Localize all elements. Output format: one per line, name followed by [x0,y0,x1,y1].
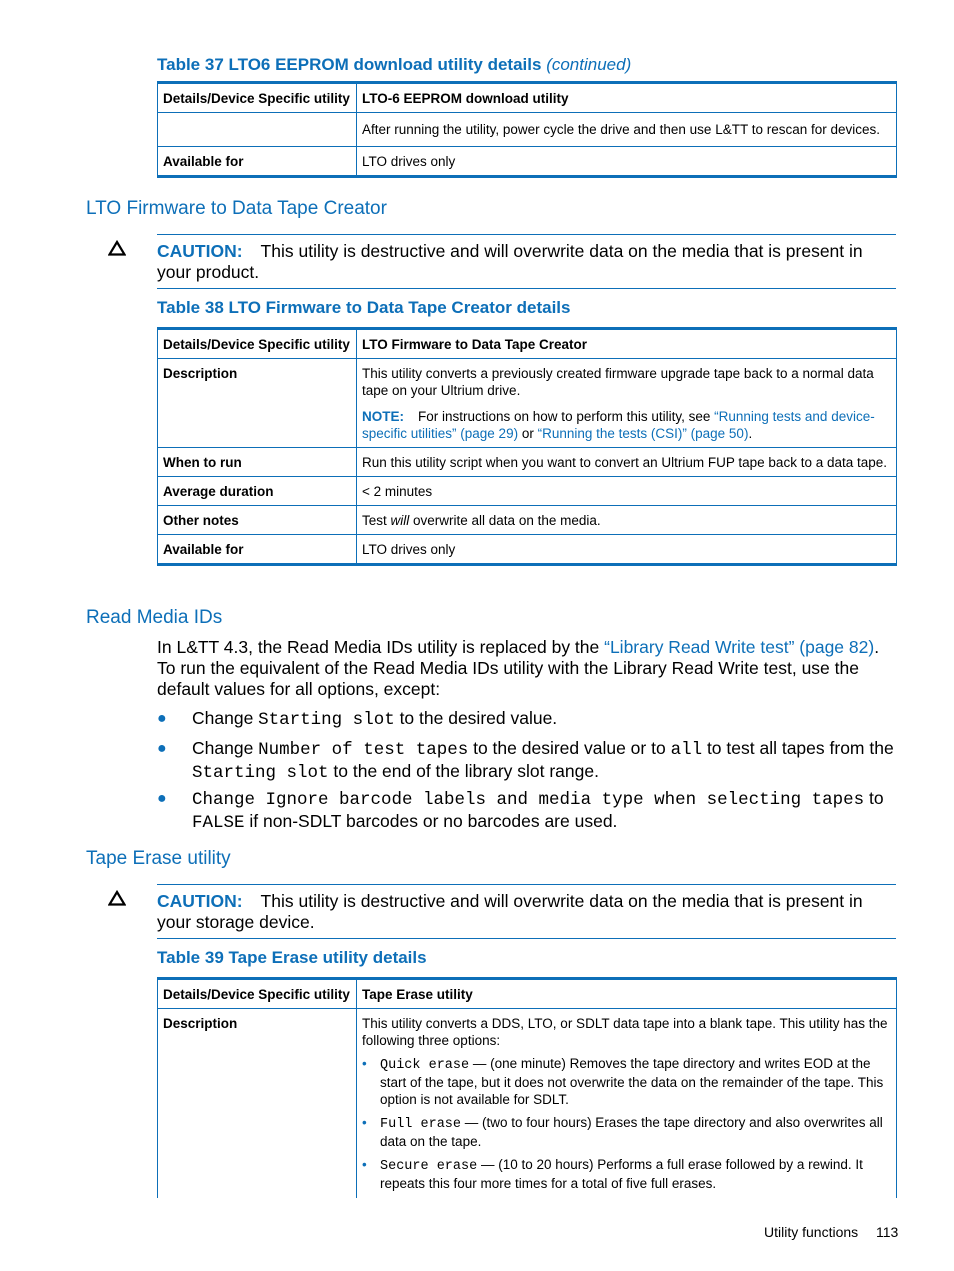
bullet-text: to the desired value. [394,708,558,728]
table39-caption: Table 39 Tape Erase utility details [157,948,427,967]
section-heading-tape-erase: Tape Erase utility [86,848,231,869]
bullet-text: to [864,788,884,808]
code-text: Change Ignore barcode labels and media type when selecting tapes [192,790,865,810]
table-header-row [158,83,897,113]
header-cell: Tape Erase utility [357,979,897,1009]
table-row [158,147,897,177]
paragraph-text: . To run the equivalent of the Read Media IDs utility with the Library Read Write test, use the default values for all options, except: [157,637,880,699]
bullet-text: Change [192,708,259,728]
page-number: 113 [876,1224,899,1240]
bullet-dot-icon: ● [157,710,167,727]
link-running-tests[interactable]: “Running tests and device-specific utilities” (page 29) [362,409,875,441]
code-text: FALSE [192,813,245,833]
header-cell: Details/Device Specific utility [158,329,357,359]
table-row [158,477,897,506]
table-cell: LTO drives only [357,147,897,177]
bullet-text: — (two to four hours) Erases the tape directory and also overwrites all data on the tape. [380,1115,883,1149]
table-cell: Run this utility script when you want to convert an Ultrium FUP tape back to a data tape. [357,448,897,477]
bullet-text: — (10 to 20 hours) Performs a full erase followed by a rewind. It repeats this four more times for a total of five full erases. [380,1157,863,1191]
table-header-row [158,979,897,1009]
note-label: NOTE: [362,409,404,424]
table-cell [357,359,897,448]
section-heading-read-media-ids: Read Media IDs [86,607,223,628]
table37-caption [157,55,631,75]
table-cell: Average duration [158,477,357,506]
bullet-dot-icon: • [362,1115,367,1130]
table37-caption-continued: (continued) [546,55,632,74]
bullet-text: to the end of the library slot range. [328,761,599,781]
header-cell: Details/Device Specific utility [158,83,357,113]
note [362,408,891,442]
other-notes-text: Test [362,513,391,528]
code-text: all [670,740,703,760]
table-row [158,113,897,147]
table-row [158,448,897,477]
table-cell: LTO drives only [357,535,897,565]
paragraph-text: In L&TT 4.3, the Read Media IDs utility is replaced by the [157,637,605,657]
table37-caption-main: Table 37 LTO6 EEPROM download utility details [157,55,542,74]
section-heading-lto-firmware: LTO Firmware to Data Tape Creator [86,198,387,219]
code-text: Quick erase [380,1058,470,1073]
warning-triangle-icon [108,240,126,261]
bullet-text: Change [192,738,259,758]
header-cell: LTO Firmware to Data Tape Creator [357,329,897,359]
table-row [158,1009,897,1199]
table-row [158,535,897,565]
table38-caption: Table 38 LTO Firmware to Data Tape Creator details [157,298,571,317]
list-item [362,1156,891,1192]
list-item [192,738,897,784]
code-text: Full erase [380,1117,462,1132]
note-text: . [748,426,753,441]
bullet-dot-icon: ● [157,740,167,757]
table-cell: Other notes [158,506,357,535]
table-row [158,506,897,535]
bullet-text: if non-SDLT barcodes or no barcodes are used. [244,811,618,831]
code-text: Starting slot [258,710,395,730]
table38 [157,327,897,566]
list-item [192,708,897,731]
footer-section-name: Utility functions [764,1224,859,1240]
table-cell [158,113,357,147]
caution-text: This utility is destructive and will overwrite data on the media that is present in your storage device. [157,891,863,932]
bullet-dot-icon: • [362,1056,367,1071]
bullet-text: to the desired value or to [468,738,671,758]
table-cell: Description [158,1009,357,1199]
other-notes-emphasis: will [390,513,410,528]
header-cell: Details/Device Specific utility [158,979,357,1009]
warning-triangle-icon [108,890,126,911]
table-header-row [158,329,897,359]
bullet-dot-icon: • [362,1157,367,1172]
table-cell: < 2 minutes [357,477,897,506]
table-cell [357,1009,897,1199]
table-cell: After running the utility, power cycle the drive and then use L&TT to rescan for devices. [357,113,897,147]
list-item [362,1114,891,1150]
table-row [158,359,897,448]
caution-label: CAUTION: [157,891,243,911]
description-text: This utility converts a DDS, LTO, or SDLT data tape into a blank tape. This utility has the following three options: [362,1016,888,1048]
caution-text: This utility is destructive and will overwrite data on the media that is present in your product. [157,241,863,282]
table39 [157,977,897,1198]
caution-notice [157,884,896,939]
list-item [192,788,897,834]
code-text: Secure erase [380,1159,478,1174]
list-item [362,1055,891,1108]
link-running-tests-csi[interactable]: “Running the tests (CSI)” (page 50) [537,426,749,441]
note-text: For instructions on how to perform this utility, see [418,409,715,424]
note-text: or [518,426,538,441]
bullet-dot-icon: ● [157,790,167,807]
table-cell: Available for [158,535,357,565]
table-cell [357,506,897,535]
table-cell: Description [158,359,357,448]
description-text: This utility converts a previously created firmware upgrade tape back to a normal data tape on your Ultrium drive. [362,366,874,398]
other-notes-text: overwrite all data on the media. [409,513,601,528]
table37 [157,81,897,178]
link-library-read-write-test[interactable]: “Library Read Write test” (page 82) [604,637,875,657]
caution-notice [157,234,896,289]
code-text: Number of test tapes [258,740,469,760]
bullet-text: to test all tapes from the [702,738,894,758]
table-cell: When to run [158,448,357,477]
table-cell: Available for [158,147,357,177]
bullet-text: — (one minute) Removes the tape directory and writes EOD at the start of the tape, but it does not overwrite the data on the remainder of the tape. This option is not available for SDLT. [380,1056,884,1107]
read-media-ids-paragraph [157,637,899,700]
code-text: Starting slot [192,763,329,783]
header-cell: LTO-6 EEPROM download utility [357,83,897,113]
caution-label: CAUTION: [157,241,243,261]
